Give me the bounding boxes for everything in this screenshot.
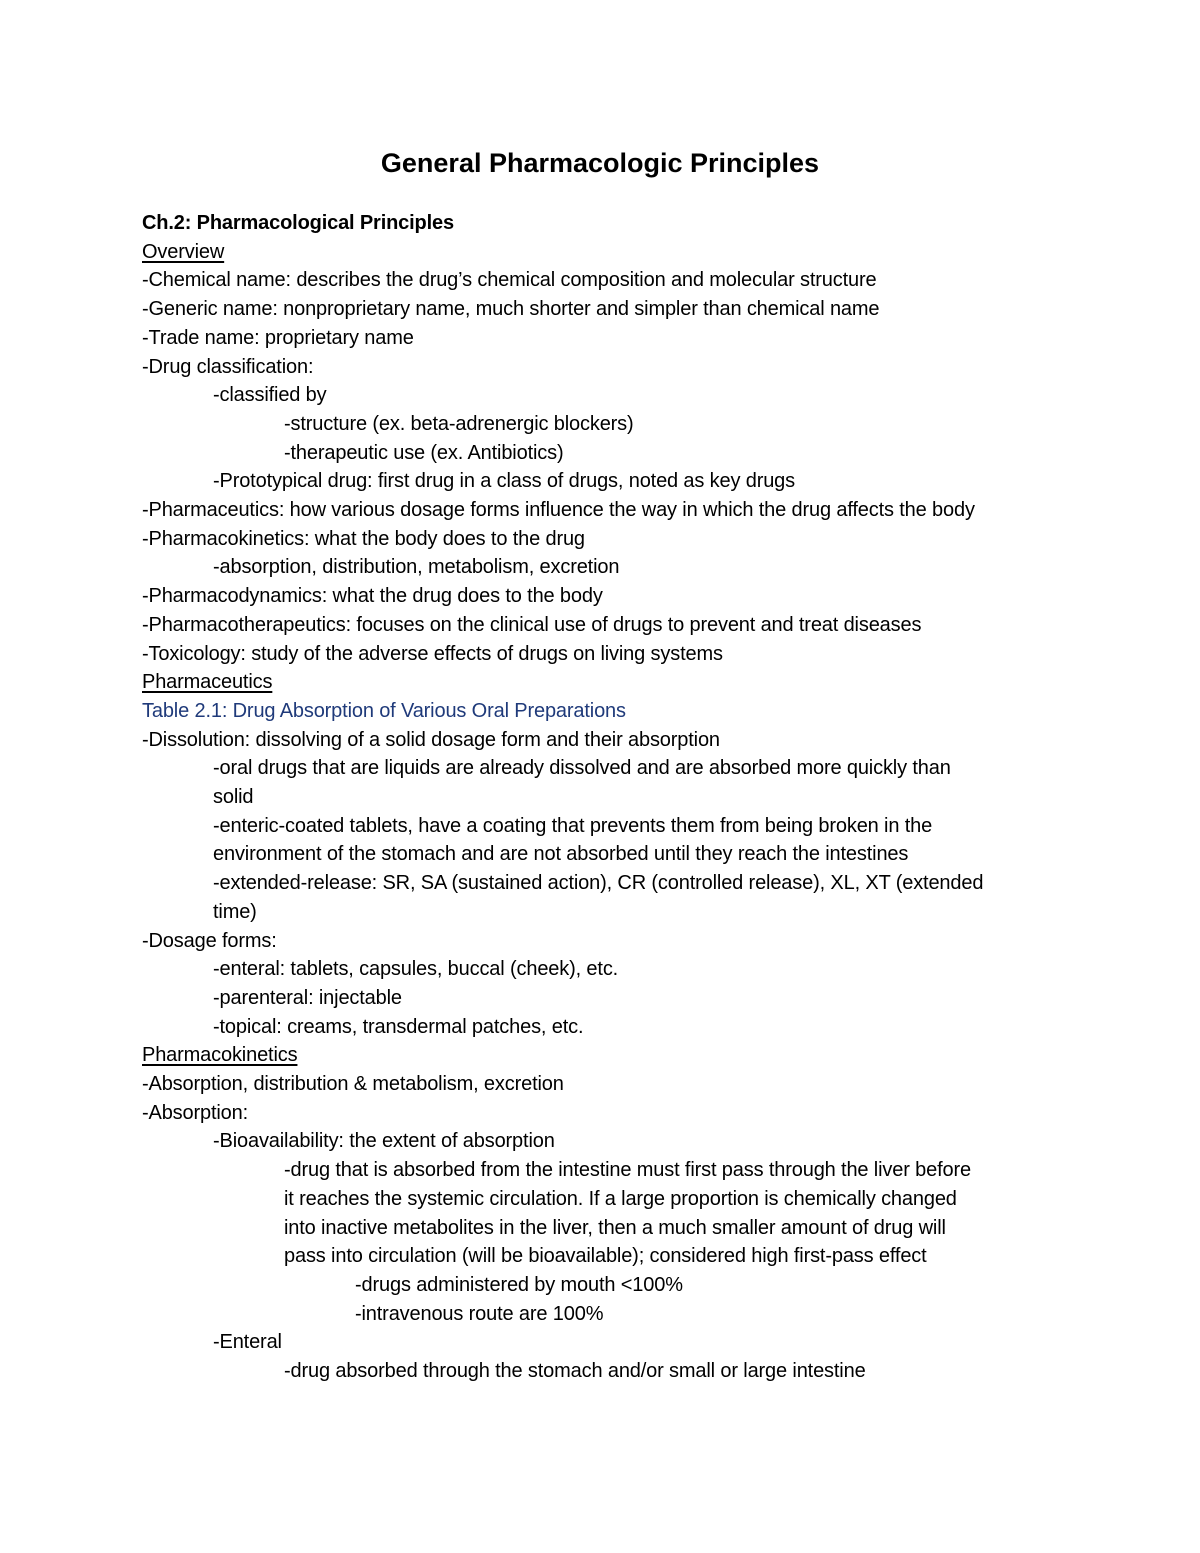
text-line: -classified by (213, 384, 327, 407)
text-line: -Dosage forms: (142, 929, 277, 952)
text-line: into inactive metabolites in the liver, then a much smaller amount of drug will (284, 1216, 946, 1239)
text-line: -Absorption, distribution & metabolism, excretion (142, 1073, 564, 1095)
text-line: -structure (ex. beta-adrenergic blockers) (284, 412, 634, 435)
text-line: -Absorption: (142, 1101, 249, 1124)
text-line: environment of the stomach and are not absorbed until they reach the intestines (213, 843, 909, 866)
text-line: -Chemical name: describes the drug’s chemical composition and molecular structure (142, 269, 877, 292)
text-line: -Trade name: proprietary name (142, 326, 414, 349)
text-line: -Pharmacokinetics: what the body does to the drug (142, 527, 585, 550)
text-line: -intravenous route are 100% (355, 1302, 604, 1325)
text-line: -therapeutic use (ex. Antibiotics) (284, 441, 564, 464)
document-title: General Pharmacologic Principles (380, 148, 820, 178)
text-line: -Pharmaceutics: how various dosage forms influence the way in which the drug affects the body (142, 499, 975, 521)
text-line: -enteric-coated tablets, have a coating that prevents them from being broken in the (213, 814, 933, 837)
text-line: -parenteral: injectable (213, 986, 402, 1009)
text-line: -Pharmacodynamics: what the drug does to the body (142, 585, 603, 608)
section-heading: Pharmacokinetics (142, 1044, 298, 1067)
text-line: -Generic name: nonproprietary name, much shorter and simpler than chemical name (142, 298, 880, 321)
text-line: -Toxicology: study of the adverse effects of drugs on living systems (142, 642, 723, 665)
text-line: -Pharmacotherapeutics: focuses on the clinical use of drugs to prevent and treat diseases (142, 613, 922, 636)
text-line: -extended-release: SR, SA (sustained action), CR (controlled release), XL, XT (extended (213, 872, 984, 895)
text-line: it reaches the systemic circulation. If a large proportion is chemically changed (284, 1187, 957, 1210)
section-heading: Overview (142, 240, 225, 263)
text-line: solid (213, 786, 254, 808)
text-line: -drugs administered by mouth <100% (355, 1273, 683, 1296)
text-line: -absorption, distribution, metabolism, excretion (213, 556, 620, 579)
text-line: -drug absorbed through the stomach and/or small or large intestine (284, 1360, 866, 1382)
text-line: -Enteral (213, 1331, 282, 1354)
text-line: -enteral: tablets, capsules, buccal (cheek), etc. (213, 958, 619, 981)
text-line: -Dissolution: dissolving of a solid dosage form and their absorption (142, 728, 720, 751)
text-line: -drug that is absorbed from the intestine must first pass through the liver before (284, 1159, 971, 1182)
text-line: -oral drugs that are liquids are already dissolved and are absorbed more quickly than (213, 757, 951, 780)
text-line: pass into circulation (will be bioavailable); considered high first-pass effect (284, 1245, 927, 1268)
text-line: -topical: creams, transdermal patches, etc. (213, 1015, 584, 1038)
text-line: time) (213, 900, 257, 923)
table-caption: Table 2.1: Drug Absorption of Various Oral Preparations (142, 699, 626, 722)
text-line: -Prototypical drug: first drug in a class of drugs, noted as key drugs (213, 470, 796, 493)
section-heading: Pharmaceutics (142, 671, 273, 694)
text-line: -Drug classification: (142, 355, 314, 378)
chapter-heading: Ch.2: Pharmacological Principles (142, 212, 454, 234)
text-line: -Bioavailability: the extent of absorption (213, 1130, 555, 1153)
